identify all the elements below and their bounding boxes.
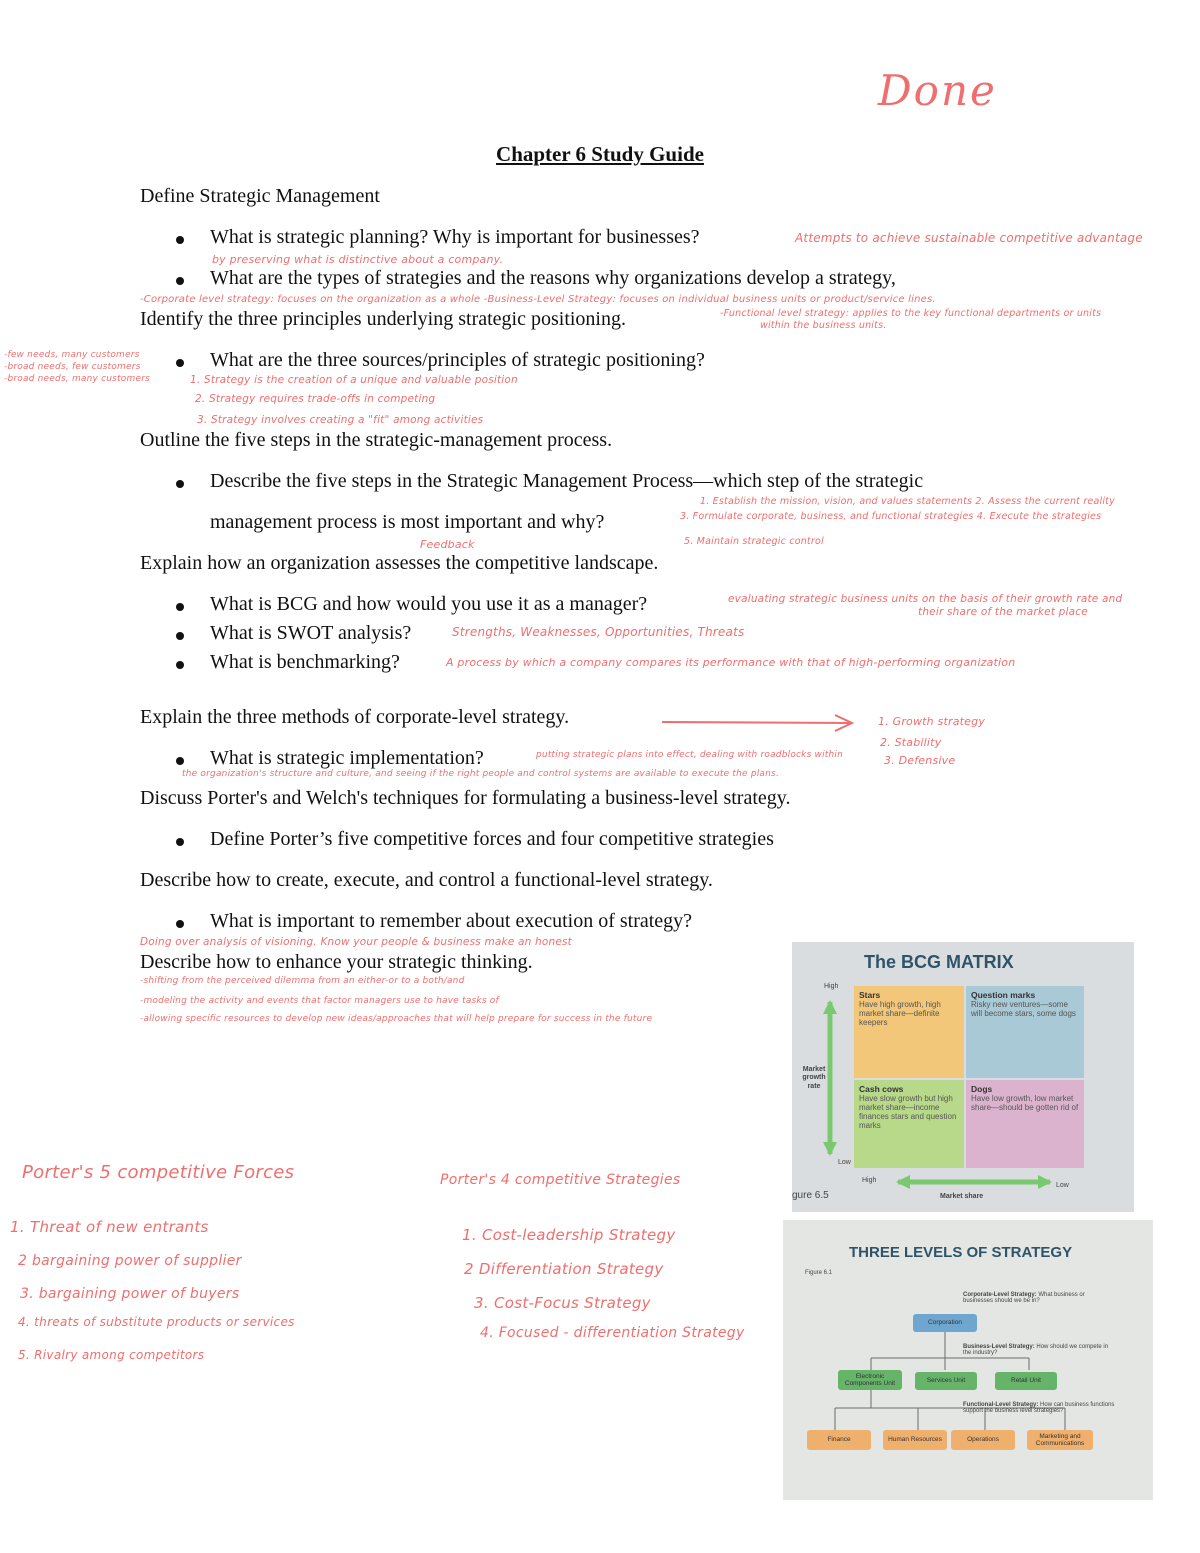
bcg-figure: gure 6.5 [792, 1190, 829, 1201]
bcg-x-label: Market share [940, 1193, 984, 1200]
handwritten-done: Done [878, 66, 997, 115]
levels-business-question-title: Business-Level Strategy: [963, 1344, 1035, 1350]
note-execution: Doing over analysis of visioning. Know your people & business make an honest [140, 936, 572, 948]
bcg-stars-text: Have high growth, high market share—definite keepers [859, 1000, 941, 1027]
bcg-dogs-text: Have low growth, low market share—should be gotten rid of [971, 1094, 1079, 1112]
bcg-stars-cell [854, 986, 964, 1078]
porter-four-title: Porter's 4 competitive Strategies [440, 1172, 681, 1188]
bullet-icon [176, 603, 184, 611]
note-bcg-a: evaluating strategic business units on the basis of their growth rate and [728, 593, 1123, 605]
note-answer-1a: Attempts to achieve sustainable competitive advantage [795, 231, 1143, 245]
note-bcg-b: their share of the market place [918, 606, 1088, 618]
levels-corporation-box: Corporation [913, 1314, 977, 1332]
bcg-cows-title: Cash cows [859, 1084, 904, 1094]
note-swot: Strengths, Weaknesses, Opportunities, Threats [452, 625, 745, 639]
bcg-matrix-photo [792, 942, 1134, 1212]
bullet-porter-forces: Define Porter’s five competitive forces and four competitive strategies [210, 828, 774, 850]
note-thinking-2: -modeling the activity and events that factor managers use to have tasks of [140, 996, 499, 1006]
bullet-execution: What is important to remember about execution of strategy? [210, 910, 693, 932]
bullet-icon [176, 277, 184, 285]
note-stability: 2. Stability [880, 736, 942, 749]
bullet-icon [176, 632, 184, 640]
note-thinking-1: -shifting from the perceived dilemma from an either-or to a both/and [140, 976, 465, 986]
bcg-horizontal-arrow-icon [894, 1174, 1054, 1190]
levels-unit-electronic: Electronic Components Unit [838, 1370, 902, 1390]
bcg-y-low: Low [838, 1159, 851, 1166]
note-principle-1: 1. Strategy is the creation of a unique and valuable position [190, 374, 518, 386]
levels-functional-question-text: How can business functions support the business level strategies? [963, 1402, 1115, 1414]
section-three-principles: Identify the three principles underlying strategic positioning. [140, 308, 626, 330]
bcg-dogs-title: Dogs [971, 1084, 993, 1094]
levels-func-finance: Finance [807, 1430, 871, 1450]
bullet-strategic-planning: What is strategic planning? Why is important for businesses? [210, 226, 700, 248]
porter-five-title: Porter's 5 competitive Forces [22, 1162, 295, 1183]
note-step-5: 5. Maintain strategic control [684, 536, 824, 547]
levels-unit-retail: Retail Unit [995, 1372, 1057, 1390]
levels-connector-lines [783, 1220, 1153, 1500]
porter-force-1: 1. Threat of new entrants [10, 1218, 209, 1236]
note-thinking-3: -allowing specific resources to develop new ideas/approaches that will help prepare for success in the future [140, 1014, 653, 1024]
note-implementation-b: the organization's structure and culture, and seeing if the right people and control systems are available to execute the plans. [182, 769, 780, 779]
bullet-icon [176, 838, 184, 846]
note-answer-2b: -Functional level strategy: applies to the key functional departments or units [720, 308, 1102, 319]
bullet-implementation: What is strategic implementation? [210, 747, 484, 769]
bcg-question-cell [966, 986, 1084, 1078]
bcg-cows-text: Have slow growth but high market share—income finances stars and question marks [859, 1094, 957, 1130]
page-title: Chapter 6 Study Guide [496, 142, 704, 166]
levels-title: THREE LEVELS OF STRATEGY [849, 1244, 1073, 1261]
levels-corporate-question-text: What business or businesses should we be in? [963, 1292, 1085, 1304]
bullet-sources-of-positioning: What are the three sources/principles of strategic positioning? [210, 349, 705, 371]
bullet-icon [176, 757, 184, 765]
bcg-x-low: Low [1056, 1182, 1069, 1189]
note-principle-3: 3. Strategy involves creating a "fit" among activities [197, 414, 484, 426]
section-functional-level: Describe how to create, execute, and control a functional-level strategy. [140, 869, 713, 891]
section-corporate-level: Explain the three methods of corporate-level strategy. [140, 706, 570, 728]
section-porter-welch: Discuss Porter's and Welch's techniques for formulating a business-level strategy. [140, 787, 791, 809]
bcg-question-text: Risky new ventures—some will become stars, some dogs [971, 1000, 1076, 1018]
bullet-swot: What is SWOT analysis? [210, 622, 412, 644]
bullet-five-steps-a: Describe the five steps in the Strategic Management Process—which step of the strategic [210, 470, 924, 492]
levels-func-operations: Operations [951, 1430, 1015, 1450]
bcg-cows-cell [854, 1080, 964, 1168]
porter-strategy-3: 3. Cost-Focus Strategy [474, 1294, 651, 1312]
porter-strategy-1: 1. Cost-leadership Strategy [462, 1226, 676, 1244]
bcg-dogs-cell [966, 1080, 1084, 1168]
bullet-icon [176, 359, 184, 367]
note-step-1-2: 1. Establish the mission, vision, and values statements 2. Assess the current reality [700, 496, 1115, 507]
porter-strategy-4: 4. Focused - differentiation Strategy [480, 1325, 745, 1341]
porter-strategy-2: 2 Differentiation Strategy [464, 1260, 664, 1278]
bullet-five-steps-b: management process is most important and why? [210, 511, 605, 533]
note-answer-2a: -Corporate level strategy: focuses on the organization as a whole -Business-Level Strategy: focuses on individual business units or product/service lines. [140, 294, 936, 305]
bcg-y-high: High [824, 983, 839, 990]
note-principle-2: 2. Strategy requires trade-offs in competing [195, 393, 436, 405]
note-benchmarking: A process by which a company compares its performance with that of high-performing organization [446, 656, 1016, 669]
bcg-title: The BCG MATRIX [864, 952, 1014, 972]
levels-unit-services: Services Unit [915, 1372, 977, 1390]
levels-business-question-text: How should we compete in the industry? [963, 1344, 1109, 1356]
levels-functional-question [963, 1402, 1123, 1414]
bcg-y-label: Market growth rate [802, 1066, 826, 1090]
note-growth: 1. Growth strategy [878, 715, 986, 728]
bcg-stars-title: Stars [859, 990, 881, 1000]
note-feedback: Feedback [420, 538, 475, 551]
bullet-bcg: What is BCG and how would you use it as a manager? [210, 593, 648, 615]
arrow-right-icon [660, 710, 860, 736]
porter-force-4: 4. threats of substitute products or services [18, 1315, 295, 1329]
levels-corporate-question-title: Corporate-Level Strategy: [963, 1292, 1037, 1298]
section-five-steps: Outline the five steps in the strategic-management process. [140, 429, 613, 451]
levels-func-hr: Human Resources [883, 1430, 947, 1450]
porter-force-2: 2 bargaining power of supplier [18, 1253, 242, 1269]
levels-business-question [963, 1344, 1113, 1356]
three-levels-photo [783, 1220, 1153, 1500]
note-step-3-4: 3. Formulate corporate, business, and functional strategies 4. Execute the strategies [680, 511, 1102, 522]
porter-force-5: 5. Rivalry among competitors [18, 1348, 205, 1362]
bullet-types-of-strategies: What are the types of strategies and the reasons why organizations develop a strategy, [210, 267, 896, 289]
bullet-benchmarking: What is benchmarking? [210, 651, 400, 673]
section-competitive-landscape: Explain how an organization assesses the competitive landscape. [140, 552, 659, 574]
bullet-icon [176, 480, 184, 488]
levels-functional-question-title: Functional-Level Strategy: [963, 1402, 1039, 1408]
note-answer-2c: within the business units. [760, 320, 887, 331]
section-strategic-thinking: Describe how to enhance your strategic thinking. [140, 951, 533, 973]
bullet-icon [176, 920, 184, 928]
note-implementation-a: putting strategic plans into effect, dealing with roadblocks within [536, 750, 844, 760]
note-defensive: 3. Defensive [884, 754, 956, 767]
bullet-icon [176, 661, 184, 669]
note-needs-1: -few needs, many customers [4, 350, 140, 360]
bcg-x-high: High [862, 1177, 877, 1184]
levels-figure: Figure 6.1 [805, 1270, 833, 1276]
note-answer-1b: by preserving what is distinctive about a company. [212, 253, 504, 266]
section-define-strategic-management: Define Strategic Management [140, 185, 380, 207]
note-needs-2: -broad needs, few customers [4, 362, 141, 372]
bullet-icon [176, 236, 184, 244]
bcg-question-title: Question marks [971, 990, 1036, 1000]
levels-func-marketing: Marketing and Communications [1027, 1430, 1093, 1450]
note-needs-3: -broad needs, many customers [4, 374, 151, 384]
porter-force-3: 3. bargaining power of buyers [20, 1286, 240, 1302]
